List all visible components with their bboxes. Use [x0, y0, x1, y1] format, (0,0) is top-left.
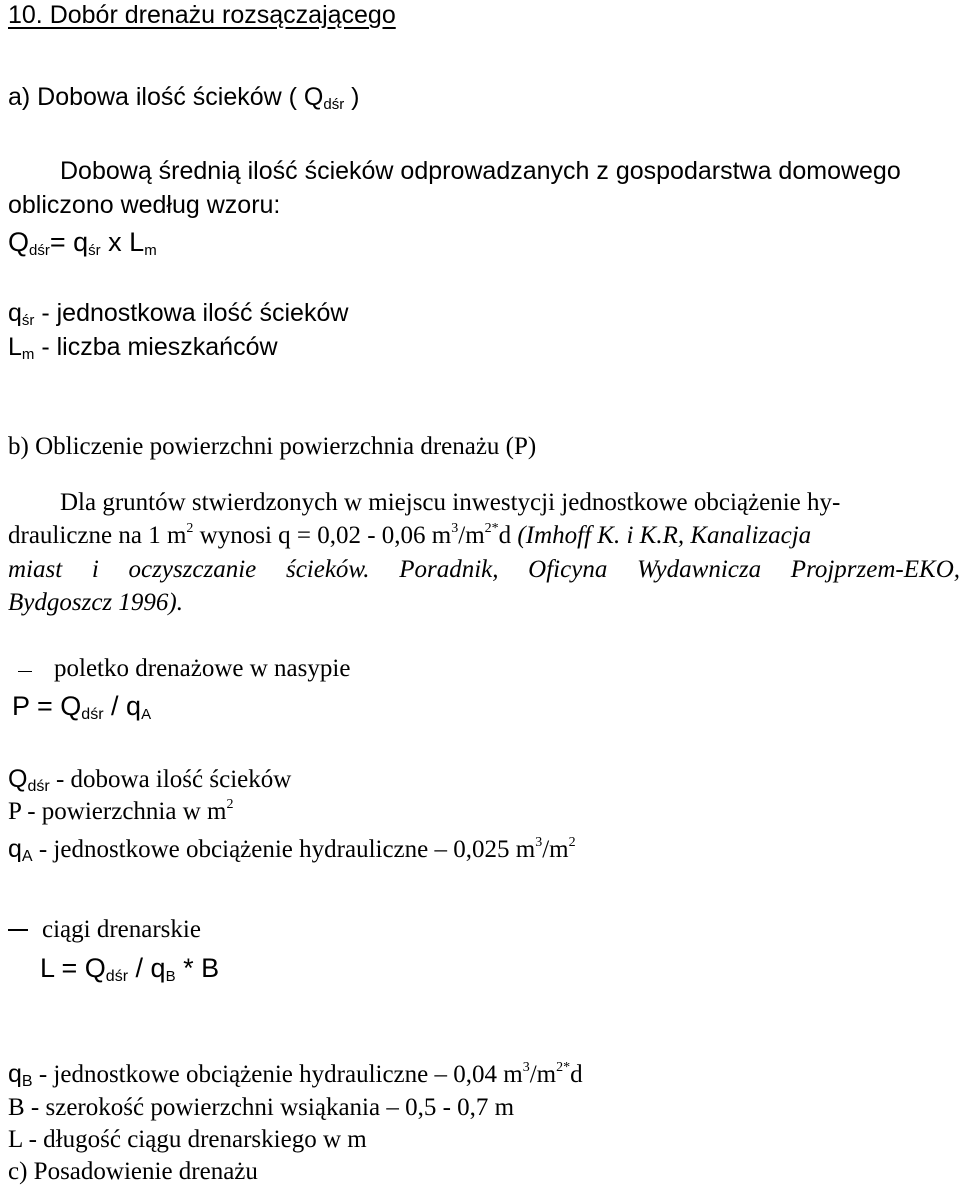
section-a-paragraph-line2: obliczono według wzoru:: [8, 191, 281, 219]
dash-bullet-icon: [18, 671, 32, 673]
definition-l: L - długość ciągu drenarskiego w m: [8, 1126, 367, 1153]
section-a-paragraph-line1: Dobową średnią ilość ścieków odprowadzanych z gospodarstwa domowego: [60, 157, 901, 185]
definition-p: P - powierzchnia w $m^2$: [8, 797, 234, 825]
section-a-heading: a) Dobowa ilość ścieków ( $Q_{dśr}$ ): [8, 83, 360, 113]
bullet-poletko: poletko drenażowe w nasypie: [18, 654, 350, 684]
section-c-heading: c) Posadowienie drenażu: [8, 1158, 258, 1185]
formula-l: L = Qdśr / $q_B$ * B: [40, 953, 220, 985]
section-b-paragraph-line4: Bydgoszcz 1996).: [8, 589, 183, 616]
definition-b: B - szerokość powierzchni wsiąkania – 0,5 - 0,7 m: [8, 1094, 515, 1121]
definition-q-b: qB - jednostkowe obciążenie hydrauliczne – 0,04 $m^3/m^{2*}d$: [8, 1060, 583, 1090]
section-b-paragraph-line3: miast i oczyszczanie ścieków. Poradnik, Oficyna Wydawnicza Projprzem-EKO,: [8, 556, 960, 583]
section-b-paragraph-line1: Dla gruntów stwierdzonych w miejscu inwestycji jednostkowe obciążenie hy-: [60, 489, 841, 516]
definition-q-sr: $q_{śr}$ - jednostkowa ilość ścieków: [8, 299, 349, 329]
formula-p: P = Qdśr / $q_A$: [12, 691, 152, 723]
page-title: 10. Dobór drenażu rozsączającego: [8, 1, 396, 29]
formula-q-dsr: $Q_{dśr}= q_{śr}$ x $L_m$: [8, 227, 157, 259]
bullet-ciagi: ciągi drenarskie: [8, 915, 201, 945]
definition-l-m: $L_m$ - liczba mieszkańców: [8, 333, 278, 363]
definition-q-dsr: Qdśr - dobowa ilość ścieków: [8, 765, 292, 795]
definition-q-a: qA - jednostkowe obciążenie hydrauliczne – 0,025 $m^3/m^2$: [8, 835, 576, 865]
section-b-paragraph-line2: drauliczne na 1 $m^2$ wynosi q = 0,02 - 0,06 $m^3/m^{2*}d$ (Imhoff K. i K.R, Kanalizacja: [8, 521, 812, 549]
dash-bullet-icon: [8, 929, 28, 931]
section-b-heading: b) Obliczenie powierzchni powierzchnia drenażu (P): [8, 433, 537, 460]
